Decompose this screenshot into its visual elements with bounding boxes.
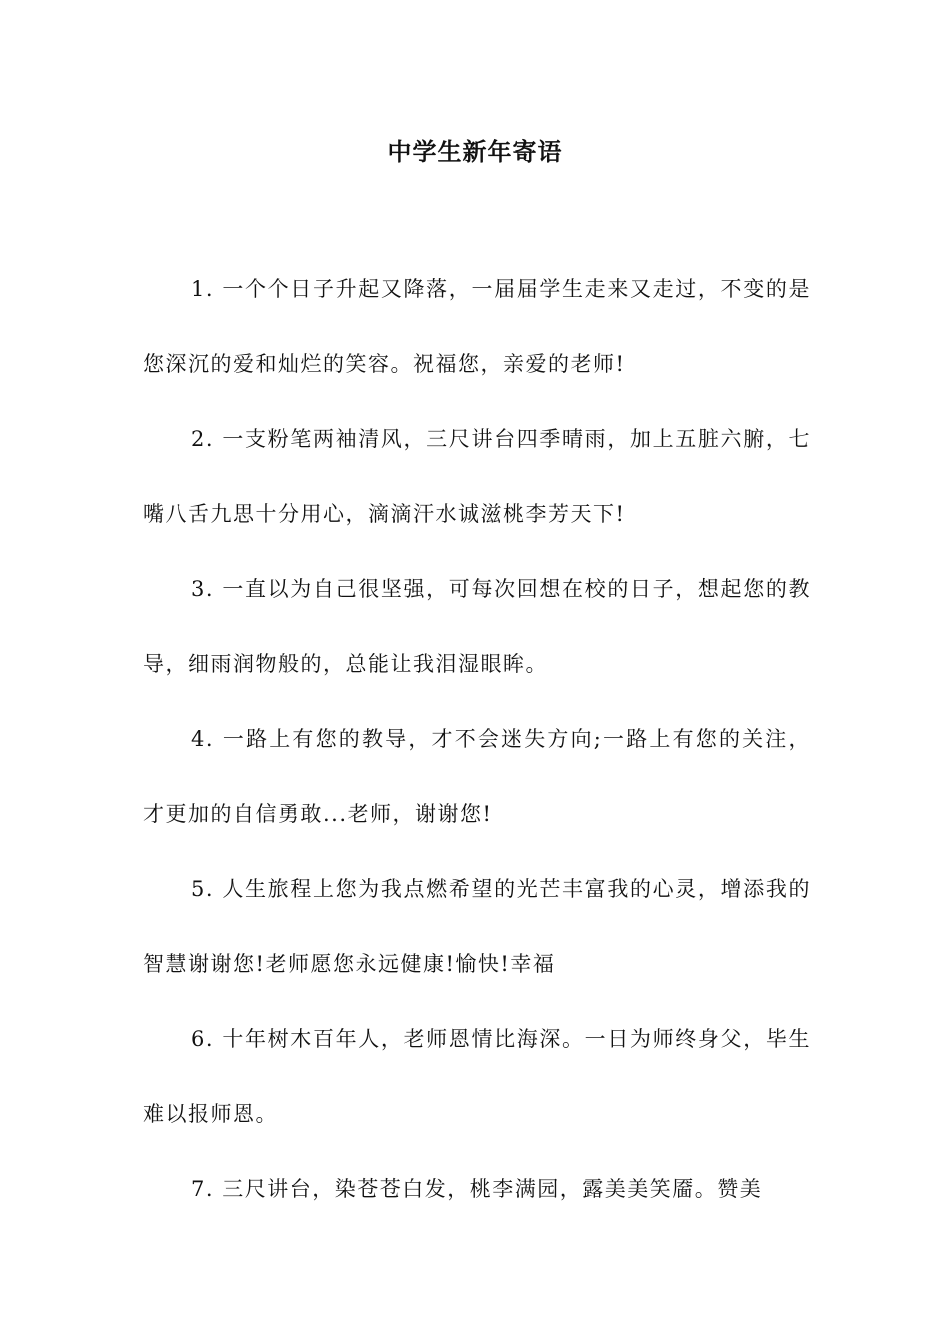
paragraph-4: 4. 一路上有您的教导，才不会迷失方向;一路上有您的关注，才更加的自信勇敢...老师，谢谢您! [143, 727, 811, 826]
paragraph-7: 7. 三尺讲台，染苍苍白发，桃李满园，露美美笑靥。赞美 [191, 1177, 763, 1201]
document-body [143, 252, 811, 1227]
document-title: 中学生新年寄语 [387, 138, 563, 166]
paragraph-3: 3. 一直以为自己很坚强，可每次回想在校的日子，想起您的教导，细雨润物般的，总能让我泪湿眼眸。 [143, 577, 811, 676]
paragraph-5: 5. 人生旅程上您为我点燃希望的光芒丰富我的心灵，增添我的智慧谢谢您!老师愿您永远健康!愉快!幸福 [143, 877, 811, 976]
paragraph-1: 1. 一个个日子升起又降落，一届届学生走来又走过，不变的是您深沉的爱和灿烂的笑容。祝福您，亲爱的老师! [143, 277, 811, 376]
paragraph-6: 6. 十年树木百年人，老师恩情比海深。一日为师终身父，毕生难以报师恩。 [143, 1027, 811, 1126]
paragraph-2: 2. 一支粉笔两袖清风，三尺讲台四季晴雨，加上五脏六腑，七嘴八舌九思十分用心，滴滴汗水诚滋桃李芳天下! [143, 427, 811, 526]
